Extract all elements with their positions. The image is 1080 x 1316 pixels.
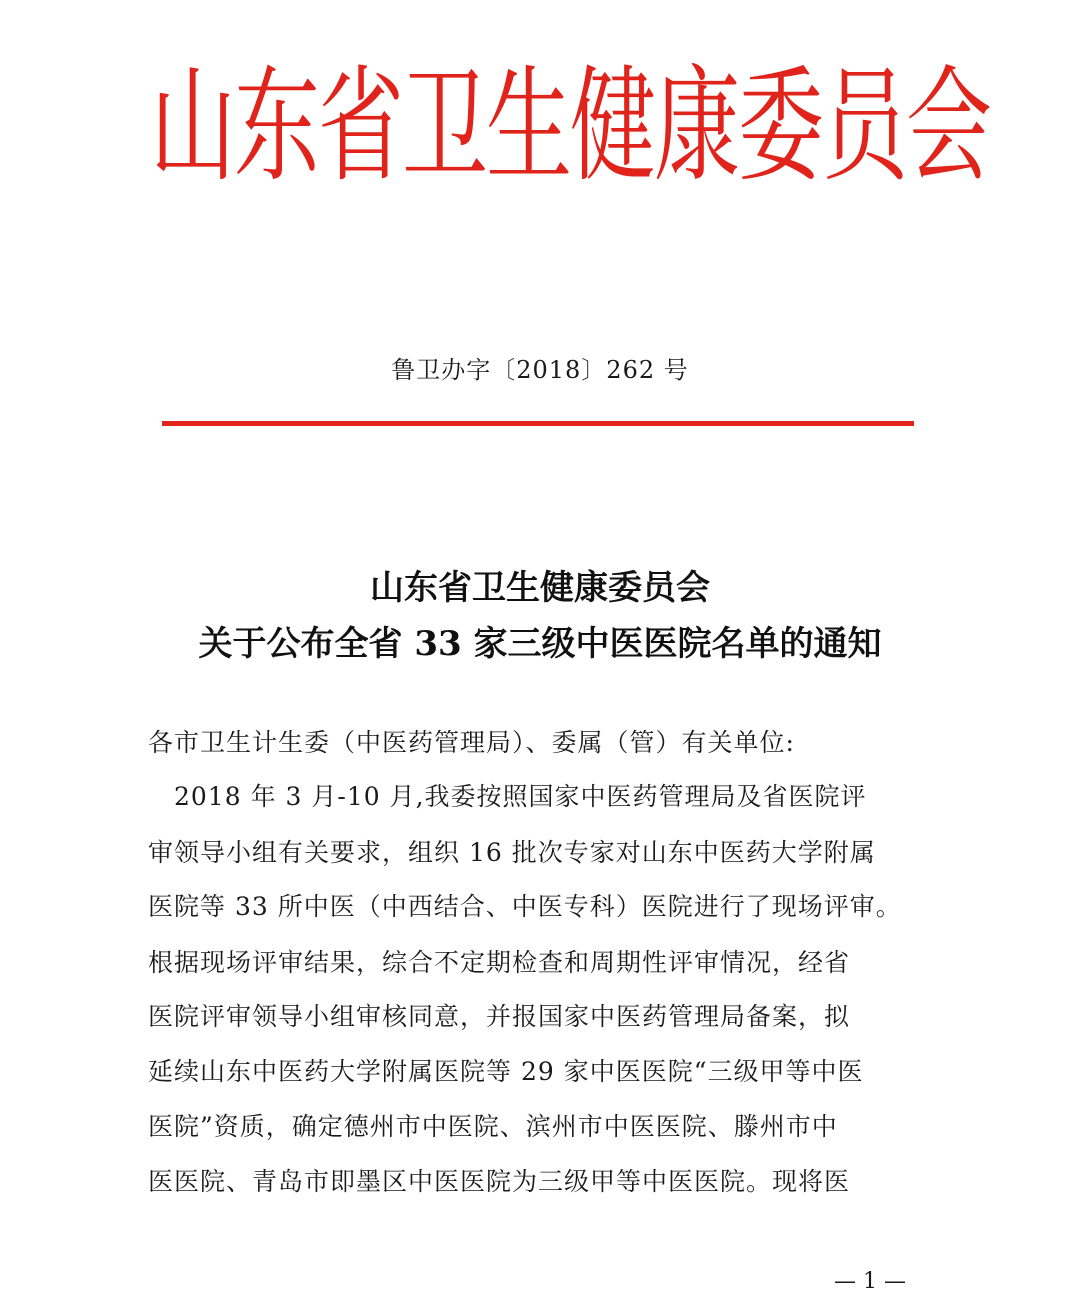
notice-title-line-2: 关于公布全省 33 家三级中医医院名单的通知 [198, 624, 882, 664]
page-number: — 1 — [834, 1269, 906, 1294]
red-divider-line [162, 421, 914, 426]
body-line: 医医院、青岛市即墨区中医医院为三级甲等中医医院。现将医 [148, 1167, 851, 1196]
body-line: 延续山东中医药大学附属医院等 29 家中医医院“三级甲等中医 [148, 1057, 864, 1086]
issuing-organization-header: 山东省卫生健康委员会 [150, 54, 990, 200]
body-line: 根据现场评审结果，综合不定期检查和周期性评审情况，经省 [148, 948, 851, 977]
body-line: 2018 年 3 月-10 月,我委按照国家中医药管理局及省医院评 [148, 782, 867, 811]
body-line: 审领导小组有关要求，组织 16 批次专家对山东中医药大学附属 [148, 838, 876, 867]
body-line: 医院”资质，确定德州市中医院、滨州市中医医院、滕州市中 [148, 1112, 838, 1141]
body-line: 医院评审领导小组审核同意，并报国家中医药管理局备案，拟 [148, 1002, 851, 1031]
notice-title-line-1: 山东省卫生健康委员会 [370, 568, 710, 608]
document-number: 鲁卫办字〔2018〕262 号 [391, 356, 689, 384]
body-line: 各市卫生计生委（中医药管理局）、委属（管）有关单位: [148, 728, 795, 757]
body-line: 医院等 33 所中医（中西结合、中医专科）医院进行了现场评审。 [148, 892, 902, 921]
